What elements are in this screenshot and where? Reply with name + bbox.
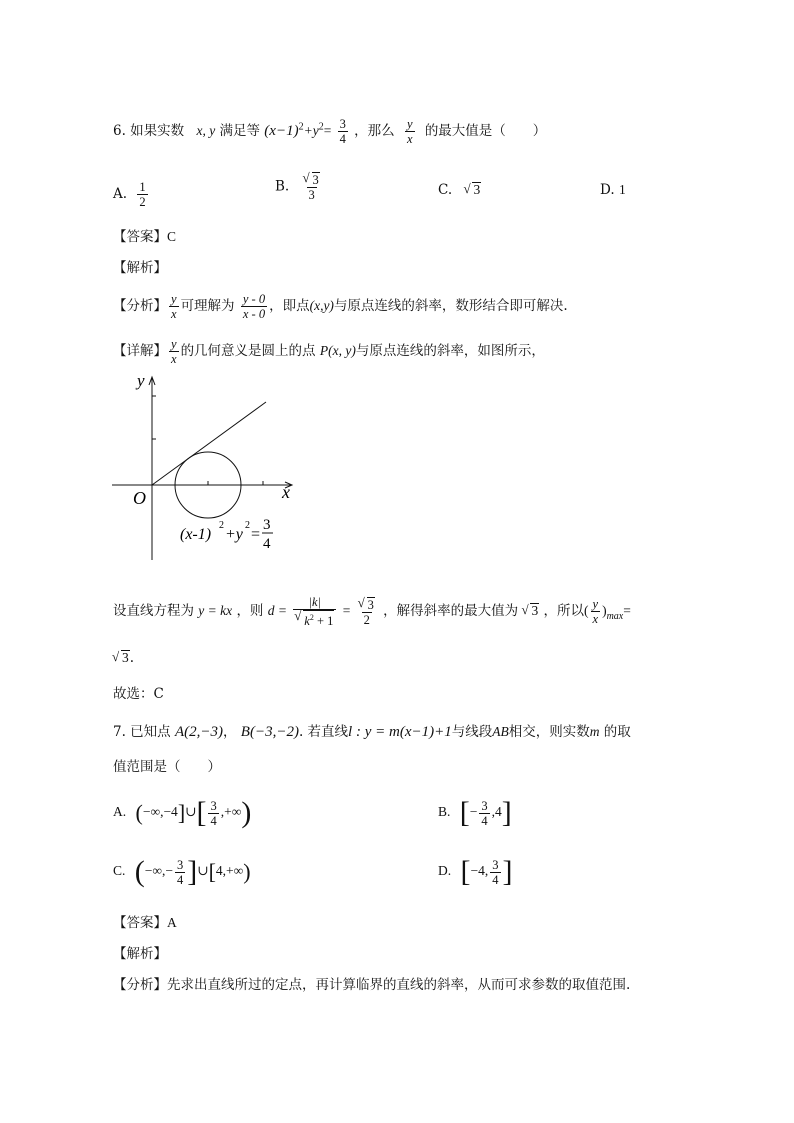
q6-analysis-heading: 【解析】 (113, 260, 167, 276)
q6-figure (108, 368, 308, 564)
fig-eq-equals: = (251, 526, 261, 543)
fig-eq-plus: +y (225, 526, 243, 543)
fig-origin-label: O (133, 488, 146, 508)
fig-eq-sq1: 2 (219, 520, 224, 531)
q7-stem-line2: 值范围是（ ） (113, 759, 221, 775)
q7-stem: 7. 已知点 A(2,−3)， B(−3,−2). 若直线l : y = m(x−1)+1与线段AB相交，则实数m 的取 (113, 724, 631, 740)
q6-xiangjie: 【详解】 $\frac{y}{x}$ 的几何意义是圆上的点 P(x, y)与原点连线的斜率，如图所示， (113, 337, 545, 366)
q6-option-a: A. $\frac{1}{2}$ (113, 180, 146, 209)
fig-eq-left: (x-1) (180, 526, 212, 543)
fig-eq-three: 3 (263, 517, 271, 533)
q6-option-c: C. √ 3 (438, 182, 481, 198)
q6-eq-left: (x−1) (264, 123, 299, 139)
q7-fenxi: 【分析】先求出直线所过的定点，再计算临界的直线的斜率，从而可求参数的取值范围. (113, 977, 631, 993)
fig-eq-sq2: 2 (245, 520, 250, 531)
q6-y-over-x: $\frac{y}{x}$ (406, 117, 413, 146)
q6-fenxi: 【分析】 $\frac{y}{x}$ 可理解为 $\frac{y - 0}{x - 0}$ ，即点(x,y)与原点连线的斜率，数形结合即可解决. (113, 292, 568, 321)
q6-option-d: D. 1 (600, 182, 626, 198)
q6-stem: 6. 如果实数 x, y 满足等 $(x-1)^2+y^2=$ $\frac{3}{4}$ ，那么 $\frac{y}{x}$ 的最大值是（ ） (113, 117, 547, 146)
q6-three-quarters: $\frac{3}{4}$ (339, 117, 346, 146)
q7-option-d: D. [−4, $\frac{3}{4}$ ] (438, 855, 513, 888)
fig-x-label: x (282, 482, 290, 502)
tangent-line (152, 402, 266, 485)
q6-option-b: B. √ $\frac{3}{3}$ (275, 172, 324, 202)
q7-option-a: A. (−∞,−4]∪[ $\frac{3}{4}$ ,+∞) (113, 796, 252, 829)
q7-option-b: B. [− $\frac{3}{4}$ ,4] (438, 796, 512, 829)
q7-answer: 【答案】A (113, 915, 177, 931)
q7-analysis-heading: 【解析】 (113, 946, 167, 962)
q7-option-c: C. (−∞,− $\frac{3}{4}$ ]∪[4,+∞) (113, 855, 251, 888)
q6-setline: 设直线方程为 y = kx ，则 d = |k| √ $k^2 + 1$ = √ $\frac{3}{2}$ ，解得斜率的最大值为 √ 3 ，所以( $\frac{y}{x}$ )$_{max}=$ (113, 595, 631, 628)
q6-answer: 【答案】C (113, 229, 177, 245)
q6-result: √ 3. (113, 648, 134, 668)
d-formula: |k| √ $k^2 + 1$ (293, 595, 336, 628)
q6-choose: 故选：C (113, 686, 164, 702)
fig-y-label: y (137, 371, 145, 390)
fig-eq-four: 4 (263, 536, 271, 552)
